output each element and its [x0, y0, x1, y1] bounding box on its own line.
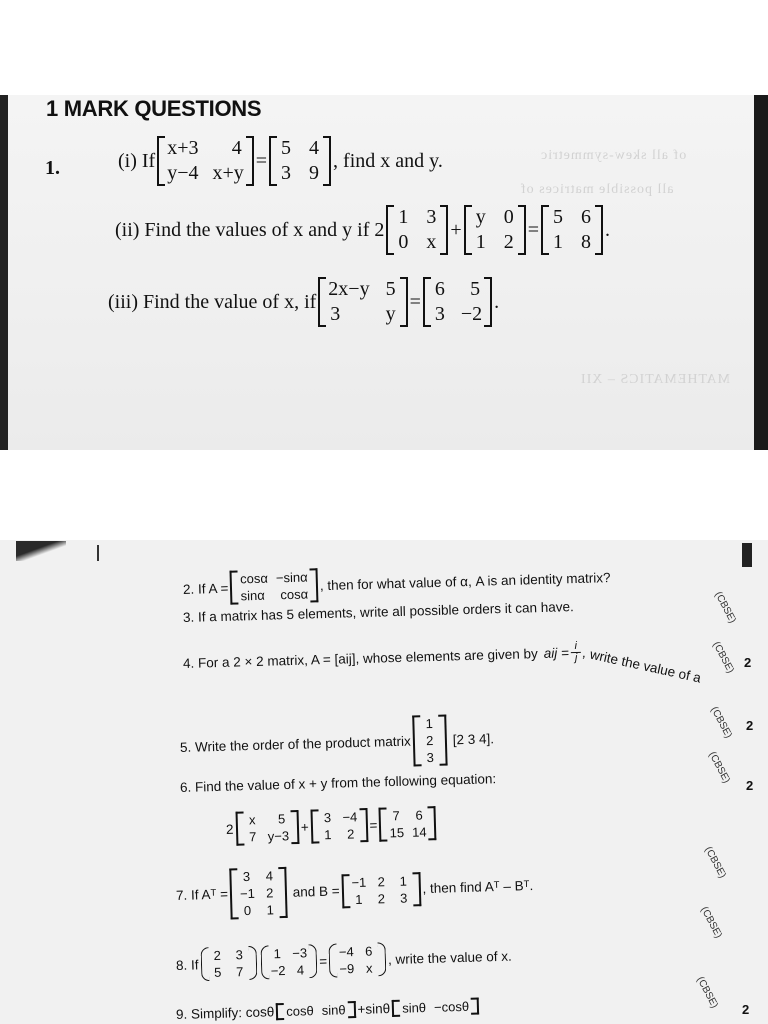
matrix [235, 810, 299, 846]
source-tag: (CBSE) [708, 705, 734, 741]
question-mid: and B = [292, 883, 340, 900]
matrix-cell: 1 [355, 891, 363, 907]
page-mark [97, 545, 99, 561]
matrix-cell: y [385, 303, 396, 325]
matrix-cell: x [426, 231, 437, 253]
question-6: 6. Find the value of x + y from the following equation: [179, 771, 497, 795]
matrix-cell: cosθ [286, 1003, 314, 1019]
question-mid: +sinθ [357, 1001, 391, 1017]
column-matrix [412, 715, 447, 767]
matrix-cell: sinα [240, 587, 265, 604]
matrix-cell: 15 [389, 825, 405, 841]
equals-sign: = [409, 290, 421, 313]
matrix [230, 568, 318, 604]
marks-label: 2 [746, 718, 754, 733]
matrix-cell: 2 [503, 231, 514, 253]
row-matrix: [2 3 4]. [452, 731, 495, 748]
numerator: i [574, 639, 578, 653]
matrix-cell: 3 [242, 868, 251, 885]
denominator: j [574, 651, 578, 665]
matrix-cell: 5 [277, 811, 286, 827]
matrix-cell: sinθ [401, 1000, 427, 1016]
question-5 [179, 713, 494, 773]
formula-lhs: aij = [543, 645, 570, 661]
matrix-cell: 3 [235, 947, 244, 963]
question-1-iii [108, 277, 499, 327]
question-1-ii [115, 205, 610, 255]
matrix-cell: x [248, 812, 256, 828]
equals-sign: = [319, 953, 328, 969]
question-label: 8. If [175, 956, 199, 973]
bleed-through-text: MATHEMATICS – XII [580, 372, 730, 387]
matrix-cell: 3 [323, 810, 332, 826]
matrix-cell: 5 [385, 278, 396, 300]
matrix [260, 944, 318, 980]
matrix [310, 808, 368, 844]
page-shadow-right [754, 95, 768, 450]
question-1-i [118, 136, 443, 186]
matrix-cell: 3 [426, 749, 435, 766]
matrix-cell: 1 [398, 206, 409, 228]
matrix-cell: 2 [265, 885, 274, 901]
matrix-cell: 5 [281, 137, 292, 159]
matrix-cell: 2 [377, 890, 386, 906]
matrix [229, 867, 287, 920]
matrix-cell: y [475, 206, 486, 228]
matrix-cell: 7 [235, 964, 244, 980]
matrix-cell: x [365, 960, 373, 976]
matrix-cell: 1 [399, 873, 408, 889]
matrix-cell: 0 [503, 206, 514, 228]
equals-sign: = [369, 817, 378, 833]
matrix [157, 136, 254, 186]
matrix [464, 205, 526, 255]
question-label: 9. Simplify: cosθ [175, 1004, 275, 1022]
matrix-cell: 6 [415, 807, 423, 823]
matrix [423, 277, 492, 327]
question-tail: , then for what value of α, A is an identity matrix? [319, 569, 611, 593]
coefficient: 2 [225, 821, 234, 837]
matrix-cell: 2x−y [328, 278, 370, 300]
matrix [318, 277, 407, 327]
matrix-cell: 0 [243, 902, 252, 919]
matrix-cell: 4 [265, 868, 274, 884]
matrix-cell: 5 [470, 278, 481, 300]
question-tail: . [494, 290, 500, 313]
question-label: 4. For a 2 × 2 matrix, A = [aij], whose elements are given by [182, 646, 539, 671]
matrix-cell: 4 [309, 137, 320, 159]
plus-sign: + [450, 218, 462, 241]
plus-sign: + [300, 819, 309, 835]
matrix [341, 872, 421, 908]
fraction [571, 641, 582, 664]
matrix-cell: 1 [273, 946, 282, 962]
marks-label: 2 [744, 655, 752, 670]
source-tag: (CBSE) [702, 845, 728, 881]
question-tail: , write the value of x. [387, 948, 512, 967]
question-tail: . [604, 218, 610, 241]
equals-sign: = [255, 149, 268, 172]
question-label: 2. If A = [182, 580, 229, 597]
matrix [392, 998, 479, 1017]
matrix-cell: 1 [475, 231, 486, 253]
matrix-cell: −cosθ [433, 998, 470, 1015]
matrix-cell: −sinα [275, 569, 308, 586]
question-number: 1. [45, 157, 60, 179]
matrix-cell: 3 [399, 890, 408, 906]
matrix-cell: 5 [213, 964, 222, 980]
matrix-cell: cosα [239, 570, 269, 587]
section-heading: 1 MARK QUESTIONS [46, 96, 262, 121]
question-label: 5. Write the order of the product matrix [179, 733, 411, 755]
matrix-cell: 14 [411, 824, 427, 840]
matrix-cell: 0 [398, 231, 409, 253]
matrix-cell: 3 [434, 303, 445, 325]
matrix-cell: −1 [239, 885, 256, 902]
marks-label: 2 [742, 1002, 750, 1017]
matrix-cell: 3 [281, 162, 292, 184]
question-label: 7. If Aᵀ = [175, 886, 229, 903]
page-shadow-corner [16, 541, 66, 561]
matrix-cell: −1 [351, 874, 367, 890]
matrix-cell: 9 [309, 162, 320, 184]
matrix [200, 946, 257, 982]
matrix-cell: 4 [231, 137, 242, 159]
question-6-equation [226, 806, 439, 846]
source-tag: (CBSE) [712, 590, 738, 626]
bleed-through-text: of all skew-symmetric [540, 148, 687, 163]
matrix-cell: 2 [425, 732, 434, 749]
matrix [276, 1001, 356, 1020]
source-tag: (CBSE) [698, 905, 724, 941]
matrix-cell: cosα [280, 586, 309, 603]
question-7 [175, 860, 534, 921]
matrix-cell: 1 [552, 231, 563, 253]
matrix-cell: 1 [324, 827, 332, 843]
bleed-through-text: all possible matrices of [520, 182, 674, 197]
page-shadow-right [742, 543, 752, 567]
matrix-cell: 3 [426, 206, 437, 228]
matrix-cell: 6 [364, 943, 373, 959]
question-label: (iii) Find the value of x, if [108, 290, 317, 313]
source-tag: (CBSE) [706, 750, 732, 786]
matrix-cell: 1 [266, 902, 275, 918]
matrix-cell: −4 [338, 944, 354, 960]
matrix-cell: −9 [339, 961, 355, 977]
matrix-cell: y−3 [267, 828, 290, 844]
matrix [386, 205, 448, 255]
question-label: (i) If [118, 149, 156, 172]
matrix-cell: 1 [425, 715, 434, 732]
question-label: (ii) Find the values of x and y if 2 [115, 218, 385, 241]
matrix-cell: x+3 [167, 137, 199, 159]
matrix-cell: sinθ [321, 1002, 346, 1018]
matrix-cell: x+y [212, 162, 244, 184]
source-tag: (CBSE) [710, 640, 736, 676]
equals-sign: = [527, 218, 539, 241]
matrix-cell: 3 [330, 303, 341, 325]
matrix-cell: 6 [434, 278, 445, 300]
matrix-cell: −2 [460, 303, 483, 325]
matrix-cell: 7 [248, 829, 257, 845]
question-tail: , find x and y. [333, 149, 443, 172]
matrix-cell: 8 [580, 231, 591, 253]
question-3: 3. If a matrix has 5 elements, write all possible orders it can have. [182, 599, 574, 625]
question-tail: , write the value of a [581, 645, 703, 686]
matrix [379, 806, 437, 842]
matrix [541, 205, 603, 255]
matrix-cell: −2 [270, 962, 286, 979]
matrix-cell: −3 [292, 945, 308, 961]
source-tag: (CBSE) [694, 975, 720, 1011]
marks-label: 2 [746, 778, 754, 793]
matrix-cell: −4 [342, 809, 358, 825]
matrix [269, 136, 331, 186]
matrix-cell: 5 [552, 206, 563, 228]
matrix-cell: 6 [580, 206, 591, 228]
matrix-cell: y−4 [167, 162, 199, 184]
matrix-cell: 4 [296, 962, 305, 978]
matrix [329, 942, 387, 978]
question-tail: , then find Aᵀ – Bᵀ. [422, 878, 534, 897]
matrix-cell: 7 [392, 808, 400, 824]
page-shadow-left [0, 95, 8, 450]
matrix-cell: 2 [213, 947, 222, 963]
matrix-cell: 2 [346, 826, 355, 842]
matrix-cell: 2 [377, 873, 386, 889]
